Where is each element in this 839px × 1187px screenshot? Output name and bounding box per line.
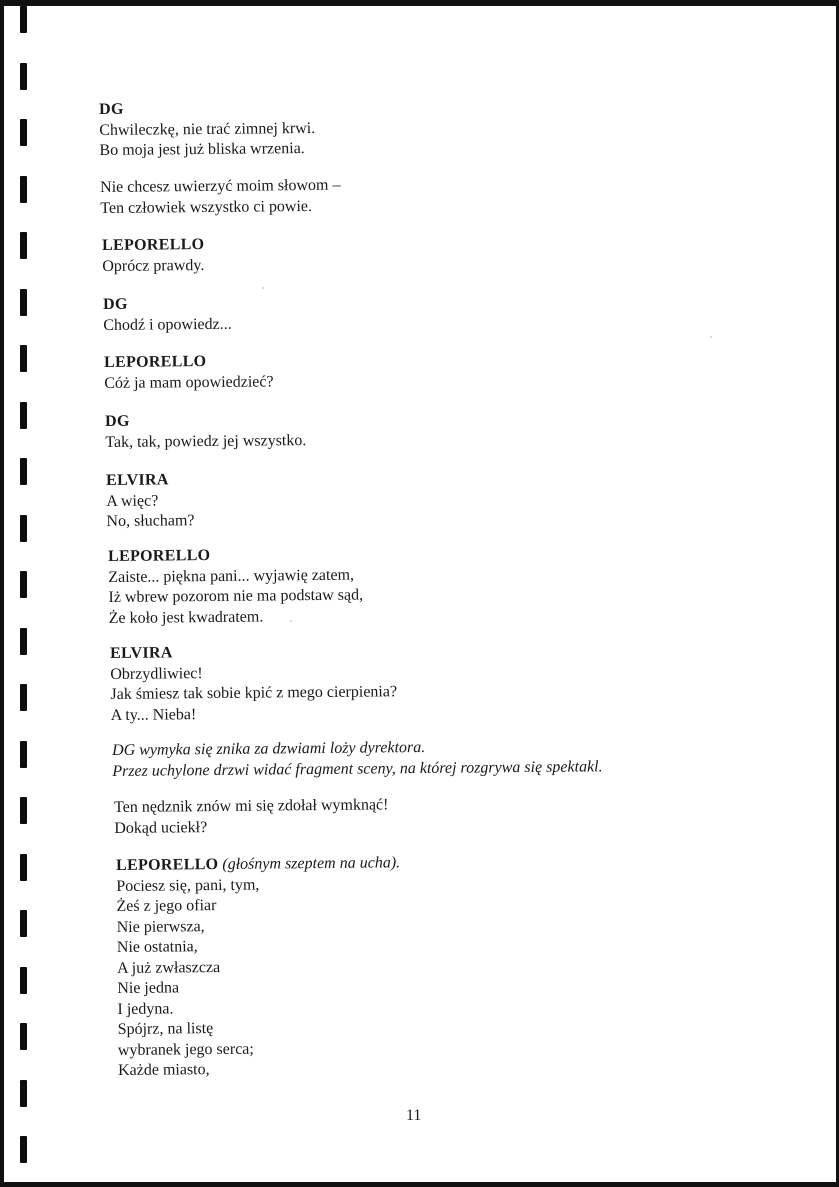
binding-mark <box>20 402 27 429</box>
dialogue-block <box>114 795 389 839</box>
binding-mark <box>20 232 27 259</box>
scan-speck <box>262 287 264 289</box>
dialogue-block <box>110 641 397 726</box>
binding-mark <box>20 176 27 203</box>
dialogue-block <box>100 176 341 219</box>
binding-mark <box>20 571 27 598</box>
dialogue-line: A ty... Nieba! <box>110 705 197 724</box>
dialogue-line: Jak śmiesz tak sobie kpić z mego cierpienia? <box>110 683 398 703</box>
binding-mark <box>20 345 27 372</box>
speaker-name: DG <box>103 295 128 313</box>
dialogue-line: Spójrz, na listę <box>117 1020 214 1038</box>
dialogue-block <box>116 853 402 1081</box>
dialogue-line: Chwileczkę, nie trać zimnej krwi. <box>99 119 316 139</box>
speaker-name: LEPORELLO <box>108 547 211 565</box>
dialogue-line: Iż wbrew pozorom nie ma podstaw sąd, <box>108 586 364 606</box>
dialogue-line: Pociesz się, pani, tym, <box>116 876 260 895</box>
speaker-line <box>116 853 400 876</box>
binding-mark <box>20 967 27 994</box>
speaker-name: ELVIRA <box>106 471 169 489</box>
dialogue-line: No, słucham? <box>106 512 195 530</box>
dialogue-line: Nie pierwsza, <box>116 917 205 936</box>
dialogue-line: I jedyna. <box>117 999 174 1018</box>
dialogue-line: Dokąd uciekł? <box>114 818 208 837</box>
binding-mark <box>20 741 27 768</box>
stage-direction-line: Przez uchylone drzwi widać fragment sceny, na której rozgrywa się spektakl. <box>112 757 603 780</box>
dialogue-line: Ten człowiek wszystko ci powie. <box>100 197 313 217</box>
binding-mark <box>20 910 27 937</box>
binding-mark <box>20 6 27 33</box>
binding-mark <box>20 63 27 90</box>
scan-speck <box>710 336 712 338</box>
dialogue-line: A już zwłaszcza <box>116 958 221 977</box>
binding-mark <box>20 854 27 881</box>
dialogue-line: Chodź i opowiedz... <box>103 315 232 334</box>
binding-mark <box>20 797 27 824</box>
dialogue-line: Każde miasto, <box>117 1061 210 1079</box>
binding-mark <box>20 1080 27 1107</box>
stage-direction-line: DG wymyka się znika za dzwiami loży dyrektora. <box>112 738 426 759</box>
binding-mark <box>20 628 27 655</box>
dialogue-line: Oprócz prawdy. <box>102 256 205 275</box>
binding-mark <box>20 289 27 316</box>
speaker-name: LEPORELLO <box>104 353 207 371</box>
dialogue-line: Ten nędznik znów mi się zdołał wymknąć! <box>114 796 389 816</box>
dialogue-block <box>105 410 306 453</box>
dialogue-line: Tak, tak, powiedz jej wszystko. <box>105 431 307 451</box>
dialogue-line: Bo moja jest już bliska wrzenia. <box>99 140 305 159</box>
dialogue-block <box>106 470 195 532</box>
speaker-name: DG <box>105 412 130 430</box>
dialogue-line: wybranek jego serca; <box>117 1040 254 1059</box>
binding-mark <box>20 1136 27 1163</box>
dialogue-line: Cóż ja mam opowiedzieć? <box>104 372 274 392</box>
dialogue-line: Nie jedna <box>117 979 180 997</box>
speaker-name: ELVIRA <box>110 644 173 662</box>
speaker-name: LEPORELLO <box>116 856 219 874</box>
speaker-name: DG <box>99 100 124 118</box>
dialogue-line: Nie chcesz uwierzyć moim słowom – <box>100 176 341 196</box>
dialogue-line: A więc? <box>106 492 159 510</box>
binding-holes <box>0 0 40 1187</box>
dialogue-block <box>103 294 232 336</box>
dialogue-line: Obrzydliwiec! <box>110 664 203 683</box>
binding-mark <box>20 1023 27 1050</box>
page-number: 11 <box>406 1107 422 1124</box>
binding-mark <box>20 515 27 542</box>
dialogue-line: Nie ostatnia, <box>116 938 198 956</box>
dialogue-block <box>102 235 205 277</box>
dialogue-line: Że koło jest kwadratem. <box>108 608 264 627</box>
binding-mark <box>20 684 27 711</box>
stage-direction-inline: (głośnym szeptem na ucha). <box>222 854 401 873</box>
speaker-name: LEPORELLO <box>102 236 205 254</box>
dialogue-block <box>108 545 363 629</box>
dialogue-block <box>99 98 316 162</box>
dialogue-line: Zaiste... piękna pani... wyjawię zatem, <box>108 566 355 586</box>
binding-mark <box>20 458 27 485</box>
dialogue-line: Żeś z jego ofiar <box>116 897 217 915</box>
binding-mark <box>20 119 27 146</box>
dialogue-block <box>104 351 274 394</box>
stage-direction <box>112 736 603 782</box>
